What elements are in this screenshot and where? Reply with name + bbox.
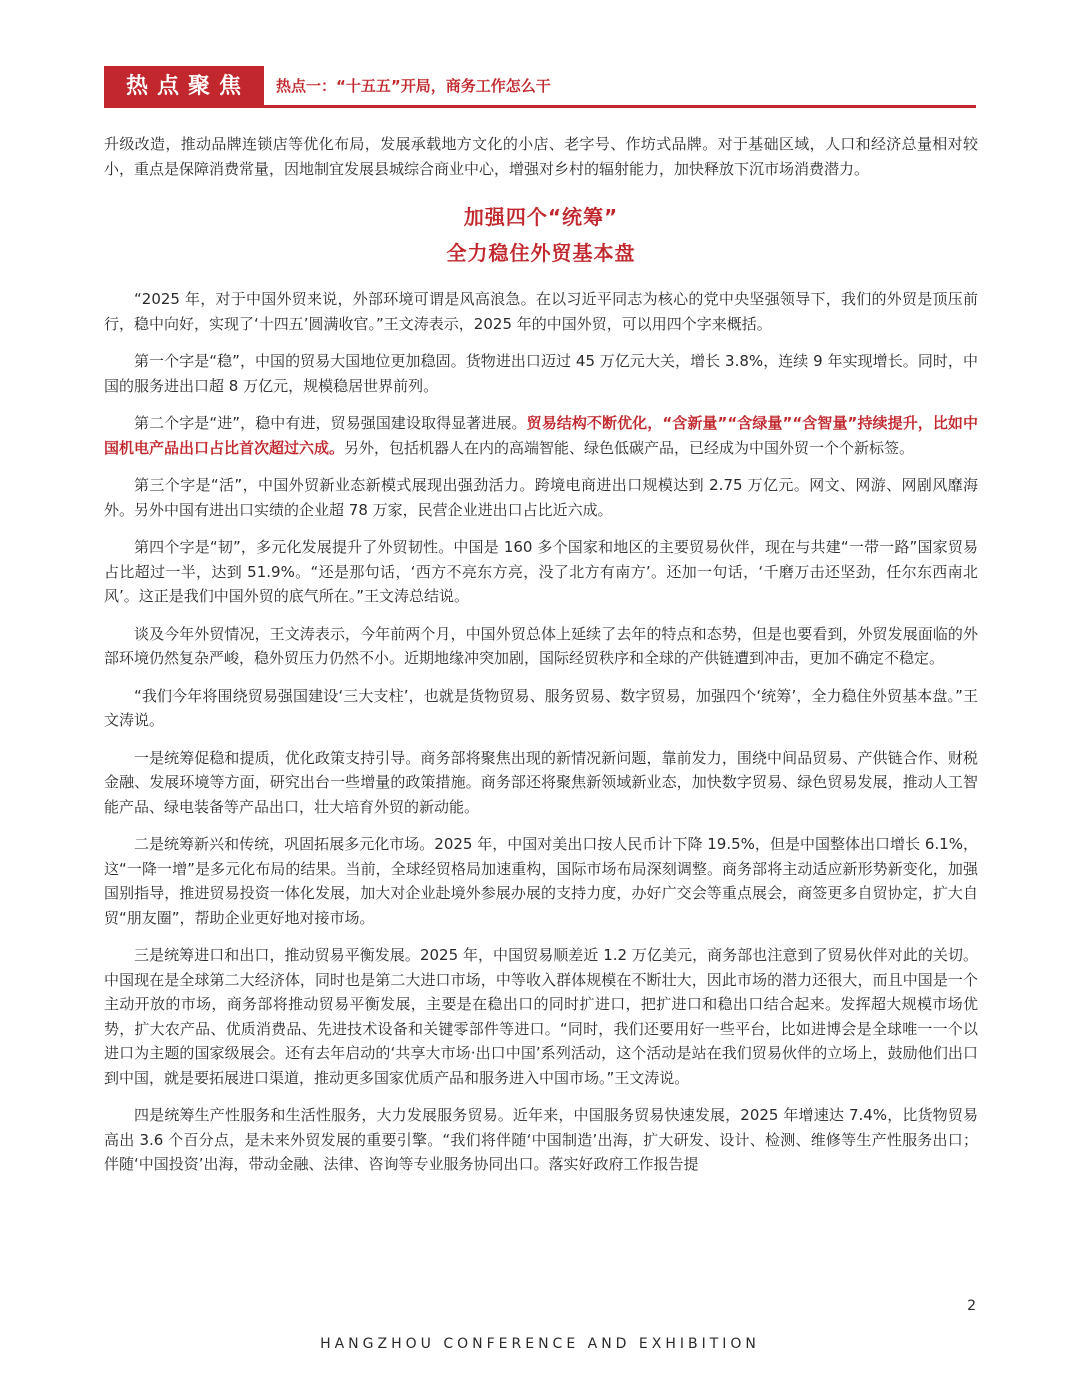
paragraph-vitality: 第三个字是“活”，中国外贸新业态新模式展现出强劲活力。跨境电商进出口规模达到 2.75 万亿元。网文、网游、网剧风靡海外。另外中国有进出口实绩的企业超 78 万家，民营企业进出口占比近六成。: [104, 476, 978, 519]
paragraph-stable: 第一个字是“稳”，中国的贸易大国地位更加稳固。货物进出口迈过 45 万亿元大关，增长 3.8%，连续 9 年实现增长。同时，中国的服务进出口超 8 万亿元，规模稳居世界前列。: [104, 352, 978, 395]
header-title: 热点一：“十五五”开局，商务工作怎么干: [276, 77, 551, 95]
paragraph-point-three: 三是统筹进口和出口，推动贸易平衡发展。2025 年，中国贸易顺差近 1.2 万亿美元，商务部也注意到了贸易伙伴对此的关切。中国现在是全球第二大经济体，同时也是第二大进口市场，中等收入群体规模在不断壮大，因此市场的潜力还很大，而且中国是一个主动开放的市场，商务部将推动贸易平衡发展，主要是在稳出口的同时扩进口，把扩进口和稳出口结合起来。发挥超大规模市场优势，扩大农产品、优质消费品、先进技术设备和关键零部件等进口。“同时，我们还要用好一些平台，比如进博会是全球唯一一个以进口为主题的国家级展会。还有去年启动的‘共享大市场·出口中国’系列活动，这个活动是站在我们贸易伙伴的立场上，鼓励他们出口到中国，就是要拓展进口渠道，推动更多国家优质产品和服务进入中国市场。”王文涛说。: [104, 946, 978, 1087]
paragraph-progress: [104, 411, 978, 460]
paragraph-point-four: 四是统筹生产性服务和生活性服务，大力发展服务贸易。近年来，中国服务贸易快速发展，2025 年增速达 7.4%，比货物贸易高出 3.6 个百分点，是未来外贸发展的重要引擎。“我们将伴随‘中国制造’出海，扩大研发、设计、检测、维修等生产性服务出口；伴随‘中国投资’出海，带动金融、法律、咨询等专业服务协同出口。落实好政府工作报告提: [104, 1106, 978, 1173]
paragraph-point-one: 一是统筹促稳和提质，优化政策支持引导。商务部将聚焦出现的新情况新问题，靠前发力，围绕中间品贸易、产供链合作、财税金融、发展环境等方面，研究出台一些增量的政策措施。商务部还将聚焦新领域新业态，加快数字贸易、绿色贸易发展，推动人工智能产品、绿电装备等产品出口，壮大培育外贸的新动能。: [104, 748, 978, 816]
article-body: [104, 132, 978, 1190]
paragraph-progress-text-b: 另外，包括机器人在内的高端智能、绿色低碳产品，已经成为中国外贸一个个新标签。: [344, 438, 915, 457]
section-heading: [104, 199, 978, 271]
paragraph-progress-text-a: 第二个字是“进”，稳中有进，贸易强国建设取得显著进展。: [134, 414, 527, 432]
header-rule: [264, 105, 976, 108]
paragraph-outlook: 谈及今年外贸情况，王文涛表示，今年前两个月，中国外贸总体上延续了去年的特点和态势，但是也要看到，外贸发展面临的外部环境仍然复杂严峻，稳外贸压力仍然不小。近期地缘冲突加剧，国际经贸秩序和全球的产供链遭到冲击，更加不确定不稳定。: [104, 624, 978, 667]
paragraph-point-two: 二是统筹新兴和传统，巩固拓展多元化市场。2025 年，中国对美出口按人民币计下降 19.5%，但是中国整体出口增长 6.1%，这“一降一增”是多元化布局的结果。当前，全球经贸格局加速重构，国际市场布局深刻调整。商务部将主动适应新形势新变化，加强国别指导，推进贸易投资一体化发展，加大对企业赴境外参展办展的支持力度，办好广交会等重点展会，商签更多自贸协定，扩大自贸“朋友圈”，帮助企业更好地对接市场。: [104, 835, 978, 927]
section-title-line1: 加强四个“统筹”: [463, 205, 619, 229]
paragraph-progress-highlight: 贸易结构不断优化，“含新量”“含绿量”“含智量”持续提升，比如中国机电产品出口占比首次超过六成。: [104, 414, 979, 457]
page-header: [104, 66, 976, 108]
page-number: 2: [967, 1298, 976, 1314]
footer-brand: HANGZHOU CONFERENCE AND EXHIBITION: [320, 1336, 760, 1352]
header-separator: [264, 66, 267, 108]
section-badge: 热点聚焦: [104, 66, 264, 108]
paragraph-intro: “2025 年，对于中国外贸来说，外部环境可谓是风高浪急。在以习近平同志为核心的党中央坚强领导下，我们的外贸是顶压前行，稳中向好，实现了‘十四五’圆满收官。”王文涛表示，2025 年的中国外贸，可以用四个字来概括。: [104, 290, 978, 333]
section-title-line2: 全力稳住外贸基本盘: [446, 241, 636, 265]
paragraph-quote: “我们今年将围绕贸易强国建设‘三大支柱’，也就是货物贸易、服务贸易、数字贸易，加强四个‘统筹’，全力稳住外贸基本盘。”王文涛说。: [104, 686, 978, 729]
paragraph-continuation: 升级改造，推动品牌连锁店等优化布局，发展承载地方文化的小店、老字号、作坊式品牌。对于基础区域，人口和经济总量相对较小，重点是保障消费常量，因地制宜发展县城综合商业中心，增强对乡村的辐射能力，加快释放下沉市场消费潜力。: [104, 135, 978, 178]
paragraph-resilience: 第四个字是“韧”，多元化发展提升了外贸韧性。中国是 160 多个国家和地区的主要贸易伙伴，现在与共建“一带一路”国家贸易占比超过一半，达到 51.9%。“还是那句话，‘西方不亮东方亮，没了北方有南方’。还加一句话，‘千磨万击还坚劲，任尔东西南北风’。这正是我们中国外贸的底气所在。”王文涛总结说。: [104, 538, 978, 605]
